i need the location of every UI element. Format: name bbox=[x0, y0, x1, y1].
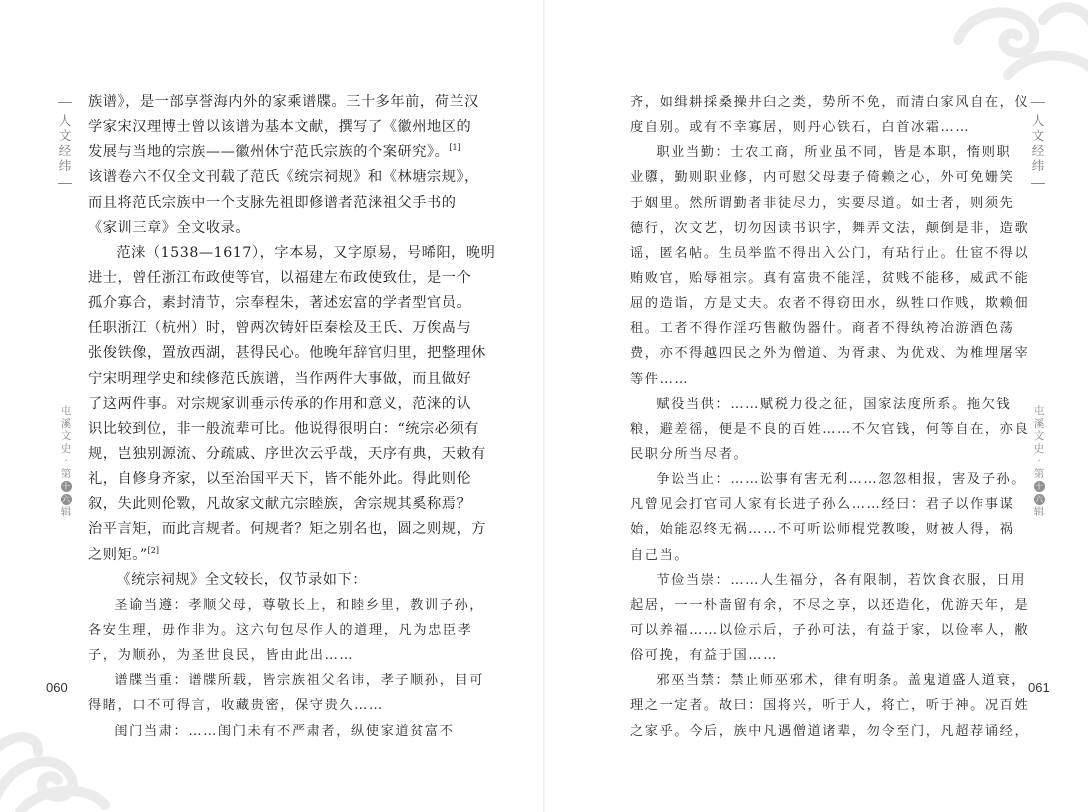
text-line bbox=[88, 593, 485, 618]
footnote-ref: [1] bbox=[449, 143, 461, 153]
text-line bbox=[88, 316, 472, 341]
line-text: 度自别。或有不幸寡居，则丹心铁石，白首冰霜…… bbox=[630, 120, 971, 136]
text-line bbox=[630, 593, 1030, 618]
text-line bbox=[630, 467, 1027, 492]
line-text: 始，始能忍终无祸……不可听讼师棍党教唆，财被人得，祸 bbox=[630, 522, 1015, 538]
text-line bbox=[88, 341, 486, 366]
page-number: 061 bbox=[1028, 680, 1050, 695]
text-line bbox=[88, 115, 472, 140]
line-text: 各安生理，毋作非为。这六句包尽作人的道理，凡为忠臣孝 bbox=[88, 622, 473, 638]
side-subtitle-pre: 屯 溪 文 史 · 第 bbox=[60, 405, 72, 480]
line-text: 治平言矩，而此言规者。何规者？矩之别名也，圆之则规，方 bbox=[88, 521, 486, 538]
line-text: 租。工者不得作淫巧售敝伪器什。商者不得纨袴冶游酒色荡 bbox=[630, 321, 1015, 337]
line-text: 进士，曾任浙江布政使等官，以福建左布政使致仕，是一个 bbox=[88, 269, 472, 286]
issue-number-digit: 十 bbox=[1035, 482, 1043, 491]
text-line bbox=[630, 216, 1030, 241]
side-title-text: 人 文 经 纬 bbox=[58, 113, 72, 173]
line-text: 于姻里。然所谓勤者非徒尽力，实要尽道。如士者，则须先 bbox=[630, 195, 1015, 211]
line-text: 得睹，口不可得言，收藏贵密，保守贵久…… bbox=[88, 698, 384, 714]
text-line bbox=[630, 341, 1030, 366]
line-text: 范涞（1538—1617），字本易，又字原易，号晞阳，晚明 bbox=[116, 244, 496, 261]
line-text: 节俭当崇：……人生福分，各有限制，若饮食衣服，日用 bbox=[656, 572, 1027, 588]
text-line bbox=[630, 643, 998, 668]
text-line bbox=[88, 241, 496, 266]
line-text: 俗可挽，有益于国…… bbox=[630, 648, 778, 664]
right-text-column bbox=[630, 90, 1030, 744]
text-line bbox=[88, 643, 456, 668]
text-line bbox=[630, 140, 1012, 165]
line-text: 宁宋明理学史和续修范氏族谱，当作两件大事做，而且做好 bbox=[88, 370, 472, 387]
side-title bbox=[58, 100, 72, 186]
text-line bbox=[630, 392, 1012, 417]
line-text: 之家乎。今后，族中凡遇僧道诸辈，勿令至门，凡超荐诵经， bbox=[630, 723, 1030, 739]
text-line bbox=[630, 191, 1015, 216]
text-line bbox=[630, 266, 1030, 291]
text-line bbox=[630, 291, 1030, 316]
line-text: 识比较到位，非一般流辈可比。他说得很明白：“统宗必须有 bbox=[88, 420, 479, 437]
text-line bbox=[630, 367, 998, 392]
text-line bbox=[88, 517, 486, 542]
line-text: 闺门当肃：……闺门未有不严肃者，纵使家道贫富不 bbox=[114, 723, 455, 739]
text-line bbox=[630, 165, 1015, 190]
text-line bbox=[88, 668, 485, 693]
text-line bbox=[88, 367, 472, 392]
text-line bbox=[630, 241, 1030, 266]
text-line bbox=[630, 543, 998, 568]
issue-number-digit: 十 bbox=[62, 482, 70, 491]
line-text: 之则矩。” bbox=[88, 546, 148, 563]
text-line bbox=[88, 417, 479, 442]
text-line bbox=[630, 668, 1027, 693]
line-text: 规，岂独别源流、分疏戚、序世次云乎哉，天序有典，天敕有 bbox=[88, 445, 486, 462]
line-text: 职业当勤：士农工商，所业虽不同，皆是本职，惰则职 bbox=[656, 145, 1012, 161]
side-subtitle bbox=[59, 405, 73, 519]
text-line bbox=[88, 693, 456, 718]
text-line bbox=[88, 266, 472, 291]
line-text: 谣，匿名帖。生员举监不得出入公门，有玷行止。仕宦不得以 bbox=[630, 245, 1030, 261]
line-text: 等件…… bbox=[630, 371, 690, 387]
text-line bbox=[88, 467, 472, 492]
page-number: 060 bbox=[46, 680, 68, 695]
text-line bbox=[630, 316, 1015, 341]
side-subtitle-post: 辑 bbox=[60, 506, 72, 518]
line-text: 自己当。 bbox=[630, 547, 690, 563]
text-line bbox=[630, 618, 1030, 643]
text-line bbox=[630, 115, 998, 140]
side-subtitle-pre: 屯 溪 文 史 · 第 bbox=[1033, 405, 1045, 480]
text-line bbox=[88, 568, 456, 593]
line-text: 理之一定者。故曰：国将兴，听于人，将亡，听于神。况百姓 bbox=[630, 698, 1030, 714]
line-text: 族谱》，是一部享誉海内外的家乘谱牒。三十多年前，荷兰汉 bbox=[88, 94, 479, 110]
line-text: 费，亦不得越四民之外为僧道、为胥隶、为优戏、为椎埋屠宰 bbox=[630, 346, 1030, 362]
line-text: 孤介寡合，素封清节，宗奉程朱，著述宏富的学者型官员。 bbox=[88, 295, 472, 312]
line-text: 该谱卷六不仅全文刊载了范氏《统宗祠规》和《林塘宗规》， bbox=[88, 169, 479, 186]
text-line bbox=[88, 291, 472, 316]
side-title bbox=[1031, 100, 1045, 186]
line-text: 赋役当供：……赋税力役之征，国家法度所系。拖欠钱 bbox=[656, 396, 1012, 412]
line-text: 《家训三章》全文收录。 bbox=[88, 219, 251, 236]
line-text: 贿败官，贻辱祖宗。真有富贵不能淫，贫贱不能移，威武不能 bbox=[630, 270, 1030, 286]
text-line bbox=[88, 543, 456, 568]
line-text: 民职分所当尽者。 bbox=[630, 446, 749, 462]
text-line bbox=[630, 492, 1015, 517]
line-text: 凡曾见会打官司人家有长进子孙么……经曰：君子以作事谋 bbox=[630, 497, 1015, 513]
line-text: 粮，避差徭，便是不良的百姓……不欠官钱，何等自在，亦良 bbox=[630, 421, 1030, 437]
text-line bbox=[630, 568, 1027, 593]
text-line bbox=[88, 442, 486, 467]
line-text: 张俊铁像，置放西湖，甚得民心。他晚年辞官归里，把整理休 bbox=[88, 345, 486, 362]
line-text: 齐，如缉耕採桑操井臼之类，势所不免，而清白家风自在，仪 bbox=[630, 95, 1030, 110]
line-text: 可以养福……以俭示后，子孙可法，有益于家，以俭率人，敝 bbox=[630, 622, 1030, 638]
line-text: 邪巫当禁：禁止师巫邪术，律有明条。盖鬼道盛人道衰， bbox=[656, 673, 1027, 689]
text-line bbox=[88, 618, 473, 643]
line-text: 子，为顺孙，为圣世良民，皆由此出…… bbox=[88, 648, 355, 664]
line-text: 发展与当地的宗族——徽州休宁范氏宗族的个案研究》。 bbox=[88, 144, 450, 161]
line-text: 任职浙江（杭州）时，曾两次铸奸臣秦桧及王氏、万俟卨与 bbox=[88, 320, 472, 337]
text-line bbox=[88, 492, 472, 517]
text-line bbox=[630, 417, 1030, 442]
text-line bbox=[88, 392, 472, 417]
line-text: 圣谕当遵：孝顺父母，尊敬长上，和睦乡里，教训子孙， bbox=[114, 597, 485, 613]
line-text: 了这两件事。对宗规家训垂示传承的作用和意义，范涞的认 bbox=[88, 395, 472, 412]
text-line bbox=[630, 693, 1030, 718]
line-text: 叙，失此则伦斁，凡故家文献亢宗睦族，舍宗规其奚称焉？ bbox=[88, 496, 472, 513]
line-text: 争讼当止：……讼事有害无利……忽忽相报，害及子孙。 bbox=[656, 472, 1027, 488]
side-subtitle bbox=[1032, 405, 1046, 519]
text-line bbox=[88, 191, 456, 216]
issue-number-digit: 六 bbox=[62, 495, 70, 504]
issue-number-digit: 六 bbox=[1035, 495, 1043, 504]
line-text: 德行，次文艺，切勿因读书识字，舞弄文法，颠倒是非，造歌 bbox=[630, 220, 1030, 236]
left-text-column bbox=[88, 90, 496, 744]
text-line bbox=[88, 90, 479, 115]
cloud-ornament-top-right bbox=[948, 0, 1088, 95]
side-title-text: 人 文 经 纬 bbox=[1031, 113, 1045, 173]
line-text: 礼，自修身齐家，以至治国平天下，皆不能外此。得此则伦 bbox=[88, 471, 472, 488]
text-line bbox=[88, 140, 461, 165]
line-text: 屈的造诣，方是丈夫。农者不得窃田水，纵牲口作贱，欺赖佃 bbox=[630, 296, 1030, 312]
text-line bbox=[630, 90, 1030, 115]
text-line bbox=[630, 719, 1030, 744]
line-text: 业隳，勤则职业修，内可慰父母妻子倚赖之心，外可免姗笑 bbox=[630, 170, 1015, 186]
right-page bbox=[544, 0, 1088, 812]
text-line bbox=[630, 442, 998, 467]
text-line bbox=[88, 216, 456, 241]
text-line bbox=[88, 719, 456, 744]
text-line bbox=[88, 165, 479, 190]
line-text: 起居，一一朴啬留有余，不尽之享，以还造化，优游天年，是 bbox=[630, 597, 1030, 613]
side-subtitle-post: 辑 bbox=[1033, 506, 1045, 518]
text-line bbox=[630, 517, 1015, 542]
footnote-ref: [2] bbox=[147, 545, 159, 555]
line-text: 谱牒当重：谱牒所载，皆宗族祖父名讳，孝子顺孙，目可 bbox=[114, 673, 485, 689]
line-text: 《统宗祠规》全文较长，仅节录如下： bbox=[116, 571, 367, 588]
line-text: 学家宋汉理博士曾以该谱为基本文献，撰写了《徽州地区的 bbox=[88, 119, 472, 136]
line-text: 而且将范氏宗族中一个支脉先祖即修谱者范涞祖父手书的 bbox=[88, 194, 457, 211]
